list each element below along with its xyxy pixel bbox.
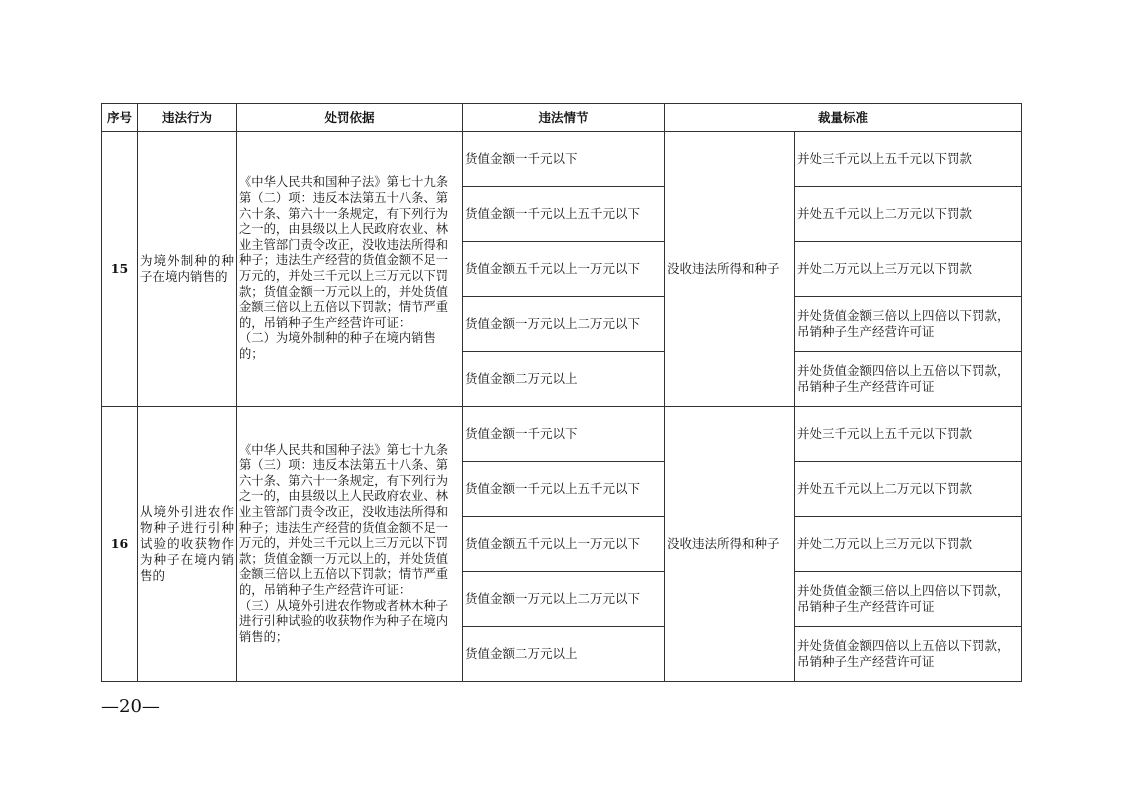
- table-row: [102, 132, 1022, 187]
- row-circumstance: 货值金额一千元以下: [463, 132, 665, 187]
- header-act: 违法行为: [138, 104, 237, 132]
- row-standard: 并处三千元以上五千元以下罚款: [795, 132, 1022, 187]
- row-circumstance: 货值金额一万元以上二万元以下: [463, 572, 665, 627]
- row-circumstance: 货值金额一千元以上五千元以下: [463, 187, 665, 242]
- row-standard: 并处五千元以上二万元以下罚款: [795, 187, 1022, 242]
- header-row: [102, 104, 1022, 132]
- row-circumstance: 货值金额一万元以上二万元以下: [463, 297, 665, 352]
- table-row: [102, 407, 1022, 462]
- header-circumstances: 违法情节: [463, 104, 665, 132]
- header-seq: 序号: [102, 104, 138, 132]
- header-basis: 处罚依据: [237, 104, 463, 132]
- penalty-table: [101, 103, 1022, 682]
- row-basis: 《中华人民共和国种子法》第七十九条第（二）项：违反本法第五十八条、第六十条、第六十一条规定，有下列行为之一的，由县级以上人民政府农业、林业主管部门责令改正，没收违法所得和种子；违法生产经营的货值金额不足一万元的，并处三千元以上三万元以下罚款；货值金额一万元以上的，并处货值金额三倍以上五倍以下罚款；情节严重的，吊销种子生产经营许可证： （二）为境外制种的种子在境内销售的；: [237, 132, 463, 407]
- row-standard: 并处二万元以上三万元以下罚款: [795, 517, 1022, 572]
- row-seq: 16: [102, 407, 138, 682]
- row-standard: 并处三千元以上五千元以下罚款: [795, 407, 1022, 462]
- row-basis: 《中华人民共和国种子法》第七十九条第（三）项：违反本法第五十八条、第六十条、第六十一条规定，有下列行为之一的，由县级以上人民政府农业、林业主管部门责令改正，没收违法所得和种子；违法生产经营的货值金额不足一万元的，并处三千元以上三万元以下罚款；货值金额一万元以上的，并处货值金额三倍以上五倍以下罚款；情节严重的，吊销种子生产经营许可证： （三）从境外引进农作物或者林木种子进行引种试验的收获物作为种子在境内销售的；: [237, 407, 463, 682]
- row-standard: 并处五千元以上二万元以下罚款: [795, 462, 1022, 517]
- row-circumstance: 货值金额五千元以上一万元以下: [463, 242, 665, 297]
- row-act: 从境外引进农作物种子进行引种试验的收获物作为种子在境内销售的: [138, 407, 237, 682]
- row-standard: 并处二万元以上三万元以下罚款: [795, 242, 1022, 297]
- row-confiscate: 没收违法所得和种子: [665, 407, 795, 682]
- row-seq: 15: [102, 132, 138, 407]
- row-standard: 并处货值金额三倍以上四倍以下罚款，吊销种子生产经营许可证: [795, 297, 1022, 352]
- row-circumstance: 货值金额一千元以下: [463, 407, 665, 462]
- row-circumstance: 货值金额二万元以上: [463, 627, 665, 682]
- row-standard: 并处货值金额三倍以上四倍以下罚款，吊销种子生产经营许可证: [795, 572, 1022, 627]
- row-circumstance: 货值金额一千元以上五千元以下: [463, 462, 665, 517]
- row-standard: 并处货值金额四倍以上五倍以下罚款，吊销种子生产经营许可证: [795, 627, 1022, 682]
- row-act: 为境外制种的种子在境内销售的: [138, 132, 237, 407]
- row-circumstance: 货值金额二万元以上: [463, 352, 665, 407]
- header-standard: 裁量标准: [665, 104, 1022, 132]
- row-standard: 并处货值金额四倍以上五倍以下罚款，吊销种子生产经营许可证: [795, 352, 1022, 407]
- page-number: —20—: [101, 696, 160, 717]
- row-confiscate: 没收违法所得和种子: [665, 132, 795, 407]
- row-circumstance: 货值金额五千元以上一万元以下: [463, 517, 665, 572]
